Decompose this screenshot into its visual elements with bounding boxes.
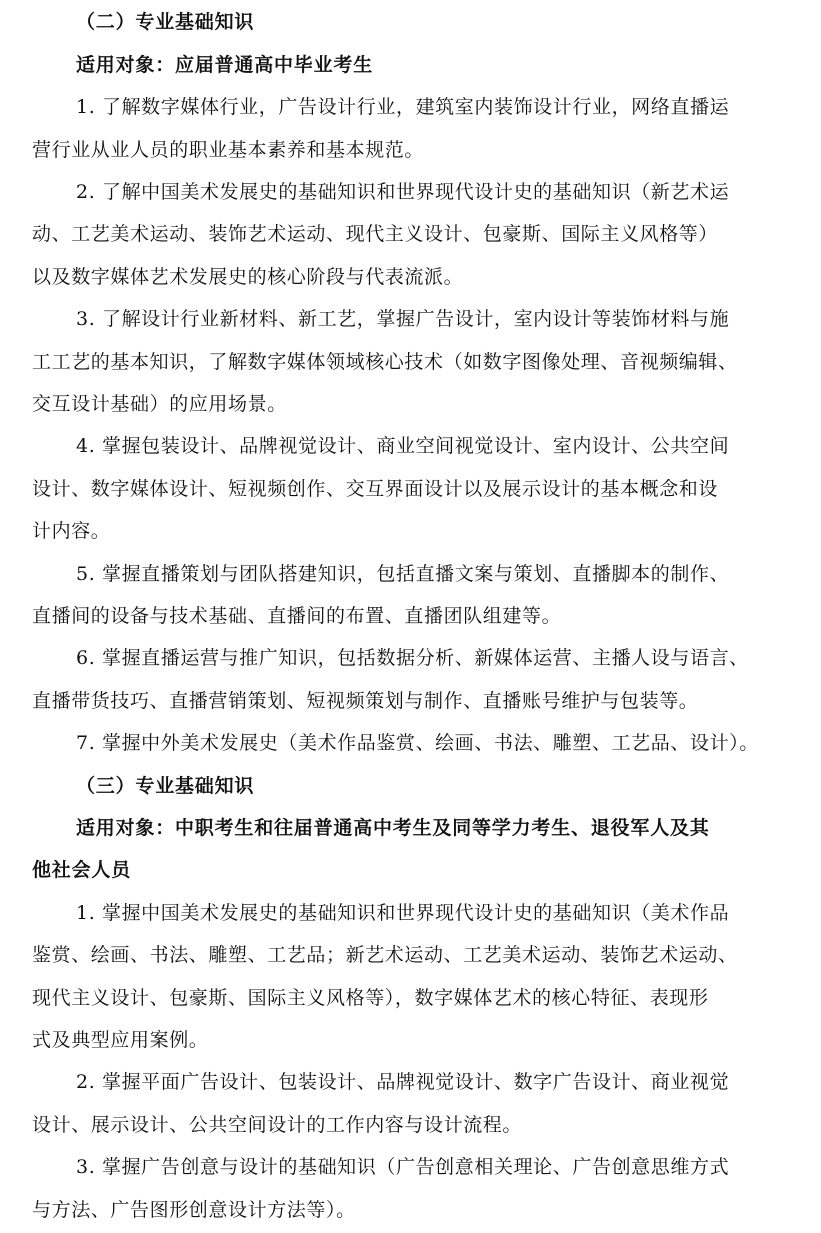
paragraph-line: 2. 掌握平面广告设计、包装设计、品牌视觉设计、数字广告设计、商业视觉 bbox=[76, 1071, 730, 1093]
paragraph-line: 直播带货技巧、直播营销策划、短视频策划与制作、直播账号维护与包装等。 bbox=[32, 690, 699, 712]
paragraph-line: 3. 了解设计行业新材料、新工艺，掌握广告设计，室内设计等装饰材料与施 bbox=[76, 308, 730, 330]
audience-label: 他社会人员 bbox=[32, 859, 132, 881]
paragraph-line: 设计、数字媒体设计、短视频创作、交互界面设计以及展示设计的基本概念和设 bbox=[32, 478, 719, 500]
paragraph-line: 4. 掌握包装设计、品牌视觉设计、商业空间视觉设计、室内设计、公共空间 bbox=[76, 435, 730, 457]
paragraph-line: 5. 掌握直播策划与团队搭建知识，包括直播文案与策划、直播脚本的制作、 bbox=[76, 563, 730, 585]
paragraph-line: 动、工艺美术运动、装饰艺术运动、现代主义设计、包豪斯、国际主义风格等） bbox=[32, 223, 719, 245]
paragraph-line: 交互设计基础）的应用场景。 bbox=[32, 393, 287, 415]
paragraph-line: 1. 掌握中国美术发展史的基础知识和世界现代设计史的基础知识（美术作品 bbox=[76, 902, 730, 924]
paragraph-line: 与方法、广告图形创意设计方法等）。 bbox=[32, 1199, 356, 1221]
paragraph-line: 直播间的设备与技术基础、直播间的布置、直播团队组建等。 bbox=[32, 605, 562, 627]
paragraph-line: 2. 了解中国美术发展史的基础知识和世界现代设计史的基础知识（新艺术运 bbox=[76, 181, 730, 203]
section-heading: （三）专业基础知识 bbox=[76, 775, 255, 797]
paragraph-line: 鉴赏、绘画、书法、雕塑、工艺品；新艺术运动、工艺美术运动、装饰艺术运动、 bbox=[32, 944, 738, 966]
paragraph-line: 1. 了解数字媒体行业，广告设计行业，建筑室内装饰设计行业，网络直播运 bbox=[76, 96, 730, 118]
paragraph-line: 式及典型应用案例。 bbox=[32, 1029, 209, 1051]
paragraph-line: 7. 掌握中外美术发展史（美术作品鉴赏、绘画、书法、雕塑、工艺品、设计）。 bbox=[76, 732, 759, 754]
paragraph-line: 设计、展示设计、公共空间设计的工作内容与设计流程。 bbox=[32, 1114, 523, 1136]
section-heading: （二）专业基础知识 bbox=[76, 11, 255, 33]
audience-label: 适用对象：中职考生和往届普通高中考生及同等学力考生、退役军人及其 bbox=[76, 817, 710, 839]
audience-label: 适用对象：应届普通高中毕业考生 bbox=[76, 54, 374, 76]
paragraph-line: 营行业从业人员的职业基本素养和基本规范。 bbox=[32, 139, 425, 161]
paragraph-line: 6. 掌握直播运营与推广知识，包括数据分析、新媒体运营、主播人设与语言、 bbox=[76, 647, 749, 669]
paragraph-line: 计内容。 bbox=[32, 520, 111, 542]
paragraph-line: 以及数字媒体艺术发展史的核心阶段与代表流派。 bbox=[32, 266, 464, 288]
paragraph-line: 工工艺的基本知识，了解数字媒体领域核心技术（如数字图像处理、音视频编辑、 bbox=[32, 351, 738, 373]
paragraph-line: 3. 掌握广告创意与设计的基础知识（广告创意相关理论、广告创意思维方式 bbox=[76, 1156, 730, 1178]
paragraph-line: 现代主义设计、包豪斯、国际主义风格等），数字媒体艺术的核心特征、表现形 bbox=[32, 987, 709, 1009]
